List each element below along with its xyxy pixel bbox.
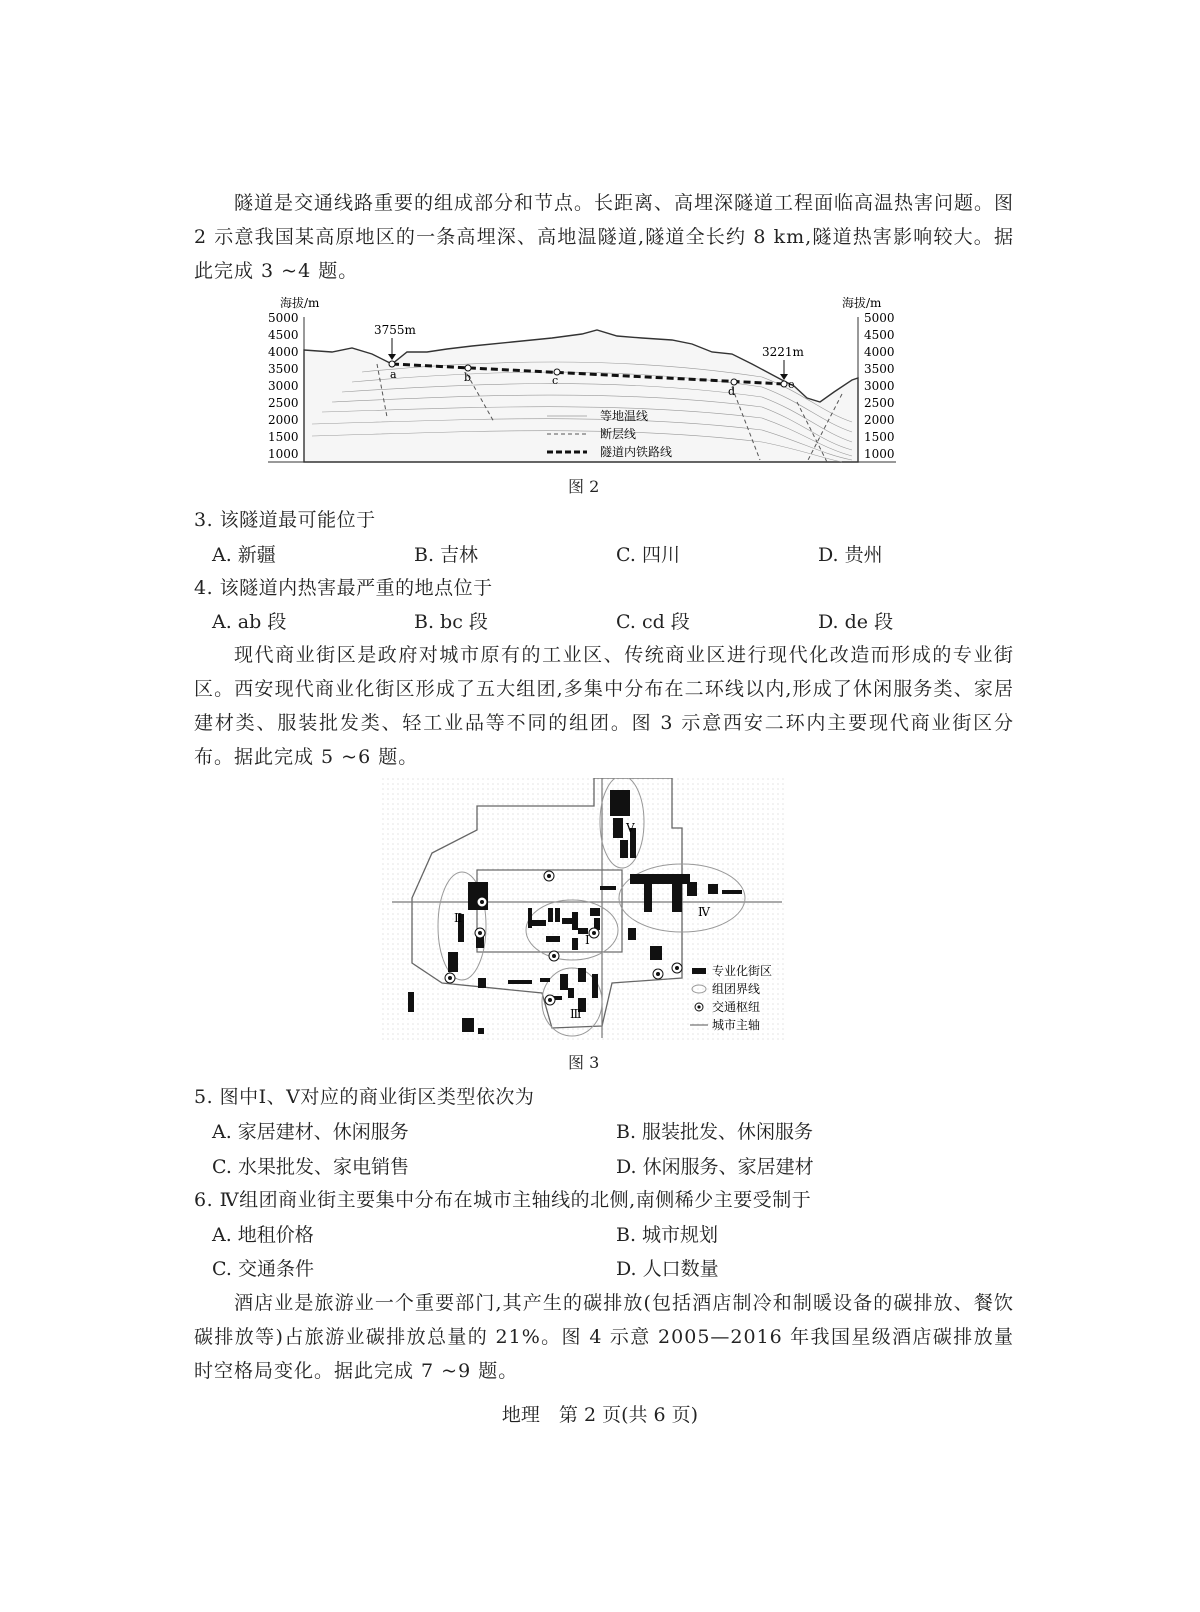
figure-3-commercial-map bbox=[382, 778, 784, 1042]
question-5-option-b[interactable]: B. 服装批发、休闲服务 bbox=[616, 1121, 814, 1143]
tick-label: 1500 bbox=[864, 430, 895, 444]
elevation-label-e: 3221m bbox=[762, 345, 804, 359]
tick-label: 1500 bbox=[268, 430, 299, 444]
legend-railway: 隧道内铁路线 bbox=[600, 445, 673, 459]
left-axis-ticks bbox=[268, 311, 299, 461]
legend-transit-hub: 交通枢纽 bbox=[712, 1000, 761, 1014]
point-e bbox=[781, 381, 787, 387]
figure-3-caption: 图 3 bbox=[568, 1053, 600, 1072]
intro-paragraph-hotel: 酒店业是旅游业一个重要部门,其产生的碳排放(包括酒店制冷和制暖设备的碳排放、餐饮碳排放等)占旅游业碳排放总量的 21%。图 4 示意 2005—2016 年我国星级酒店碳排放量时空格局变化。据此完成 7 ~9 题。 bbox=[194, 1292, 1014, 1382]
point-label-a: a bbox=[390, 368, 397, 381]
figure-2-caption: 图 2 bbox=[568, 477, 600, 496]
tick-label: 3500 bbox=[268, 362, 299, 376]
question-4-option-a[interactable]: A. ab 段 bbox=[212, 611, 287, 633]
point-a bbox=[389, 361, 395, 367]
page-footer: 地理 第 2 页(共 6 页) bbox=[501, 1404, 699, 1426]
intro-paragraph-commercial: 现代商业街区是政府对城市原有的工业区、传统商业区进行现代化改造而形成的专业街区。西安现代商业化街区形成了五大组团,多集中分布在二环线以内,形成了休闲服务类、家居建材类、服装批发类、轻工业品等不同的组团。图 3 示意西安二环内主要现代商业街区分布。据此完成 5 ~6 题。 bbox=[194, 644, 1014, 768]
question-3-option-c[interactable]: C. 四川 bbox=[616, 544, 680, 566]
tick-label: 2000 bbox=[864, 413, 895, 427]
tick-label: 2500 bbox=[268, 396, 299, 410]
tick-label: 2500 bbox=[864, 396, 895, 410]
tick-label: 4500 bbox=[268, 328, 299, 342]
right-axis-label: 海拔/m bbox=[842, 296, 882, 310]
question-4-option-c[interactable]: C. cd 段 bbox=[616, 611, 690, 633]
right-axis-ticks bbox=[864, 311, 895, 461]
cluster-label-ii: Ⅱ bbox=[454, 911, 463, 925]
left-axis-label: 海拔/m bbox=[280, 296, 320, 310]
tick-label: 3500 bbox=[864, 362, 895, 376]
legend-isotherm: 等地温线 bbox=[600, 409, 649, 423]
question-4-option-b[interactable]: B. bc 段 bbox=[414, 611, 488, 633]
question-6-option-b[interactable]: B. 城市规划 bbox=[616, 1224, 719, 1246]
tick-label: 5000 bbox=[864, 311, 895, 325]
tick-label: 1000 bbox=[864, 447, 895, 461]
point-label-b: b bbox=[464, 371, 472, 384]
cluster-label-i: Ⅰ bbox=[585, 933, 590, 947]
cluster-label-v: Ⅴ bbox=[626, 821, 635, 835]
legend-main-axis: 城市主轴 bbox=[712, 1018, 761, 1032]
question-5-option-d[interactable]: D. 休闲服务、家居建材 bbox=[616, 1156, 814, 1178]
question-6-option-a[interactable]: A. 地租价格 bbox=[212, 1224, 314, 1246]
question-4-stem: 4. 该隧道内热害最严重的地点位于 bbox=[194, 577, 493, 599]
figure-2-tunnel-profile bbox=[262, 292, 912, 470]
legend-fault: 断层线 bbox=[600, 427, 637, 441]
legend-cluster-boundary: 组团界线 bbox=[712, 982, 761, 996]
tick-label: 4000 bbox=[268, 345, 299, 359]
question-4-option-d[interactable]: D. de 段 bbox=[818, 611, 894, 633]
legend-district: 专业化街区 bbox=[712, 964, 773, 978]
question-6-option-c[interactable]: C. 交通条件 bbox=[212, 1258, 314, 1280]
question-3-option-d[interactable]: D. 贵州 bbox=[818, 544, 883, 566]
tick-label: 3000 bbox=[268, 379, 299, 393]
point-label-c: c bbox=[552, 374, 559, 387]
point-label-d: d bbox=[728, 385, 736, 398]
tick-label: 5000 bbox=[268, 311, 299, 325]
cluster-label-iv: Ⅳ bbox=[698, 905, 710, 919]
point-label-e: e bbox=[788, 378, 795, 391]
question-6-stem: 6. Ⅳ组团商业街主要集中分布在城市主轴线的北侧,南侧稀少主要受制于 bbox=[194, 1189, 812, 1211]
tick-label: 1000 bbox=[268, 447, 299, 461]
elevation-label-a: 3755m bbox=[374, 323, 416, 337]
intro-paragraph-tunnel: 隧道是交通线路重要的组成部分和节点。长距离、高埋深隧道工程面临高温热害问题。图 2 示意我国某高原地区的一条高埋深、高地温隧道,隧道全长约 8 km,隧道热害影响较大。据此完成 3 ~4 题。 bbox=[194, 192, 1015, 282]
cluster-label-iii: Ⅲ bbox=[570, 1007, 582, 1021]
question-3-option-a[interactable]: A. 新疆 bbox=[212, 544, 276, 566]
tick-label: 3000 bbox=[864, 379, 895, 393]
question-5-stem: 5. 图中Ⅰ、Ⅴ对应的商业街区类型依次为 bbox=[194, 1086, 535, 1108]
tick-label: 2000 bbox=[268, 413, 299, 427]
tick-label: 4500 bbox=[864, 328, 895, 342]
question-3-stem: 3. 该隧道最可能位于 bbox=[194, 509, 376, 531]
question-5-option-c[interactable]: C. 水果批发、家电销售 bbox=[212, 1156, 409, 1178]
question-5-option-a[interactable]: A. 家居建材、休闲服务 bbox=[212, 1121, 409, 1143]
question-3-option-b[interactable]: B. 吉林 bbox=[414, 544, 479, 566]
tick-label: 4000 bbox=[864, 345, 895, 359]
question-6-option-d[interactable]: D. 人口数量 bbox=[616, 1258, 719, 1280]
